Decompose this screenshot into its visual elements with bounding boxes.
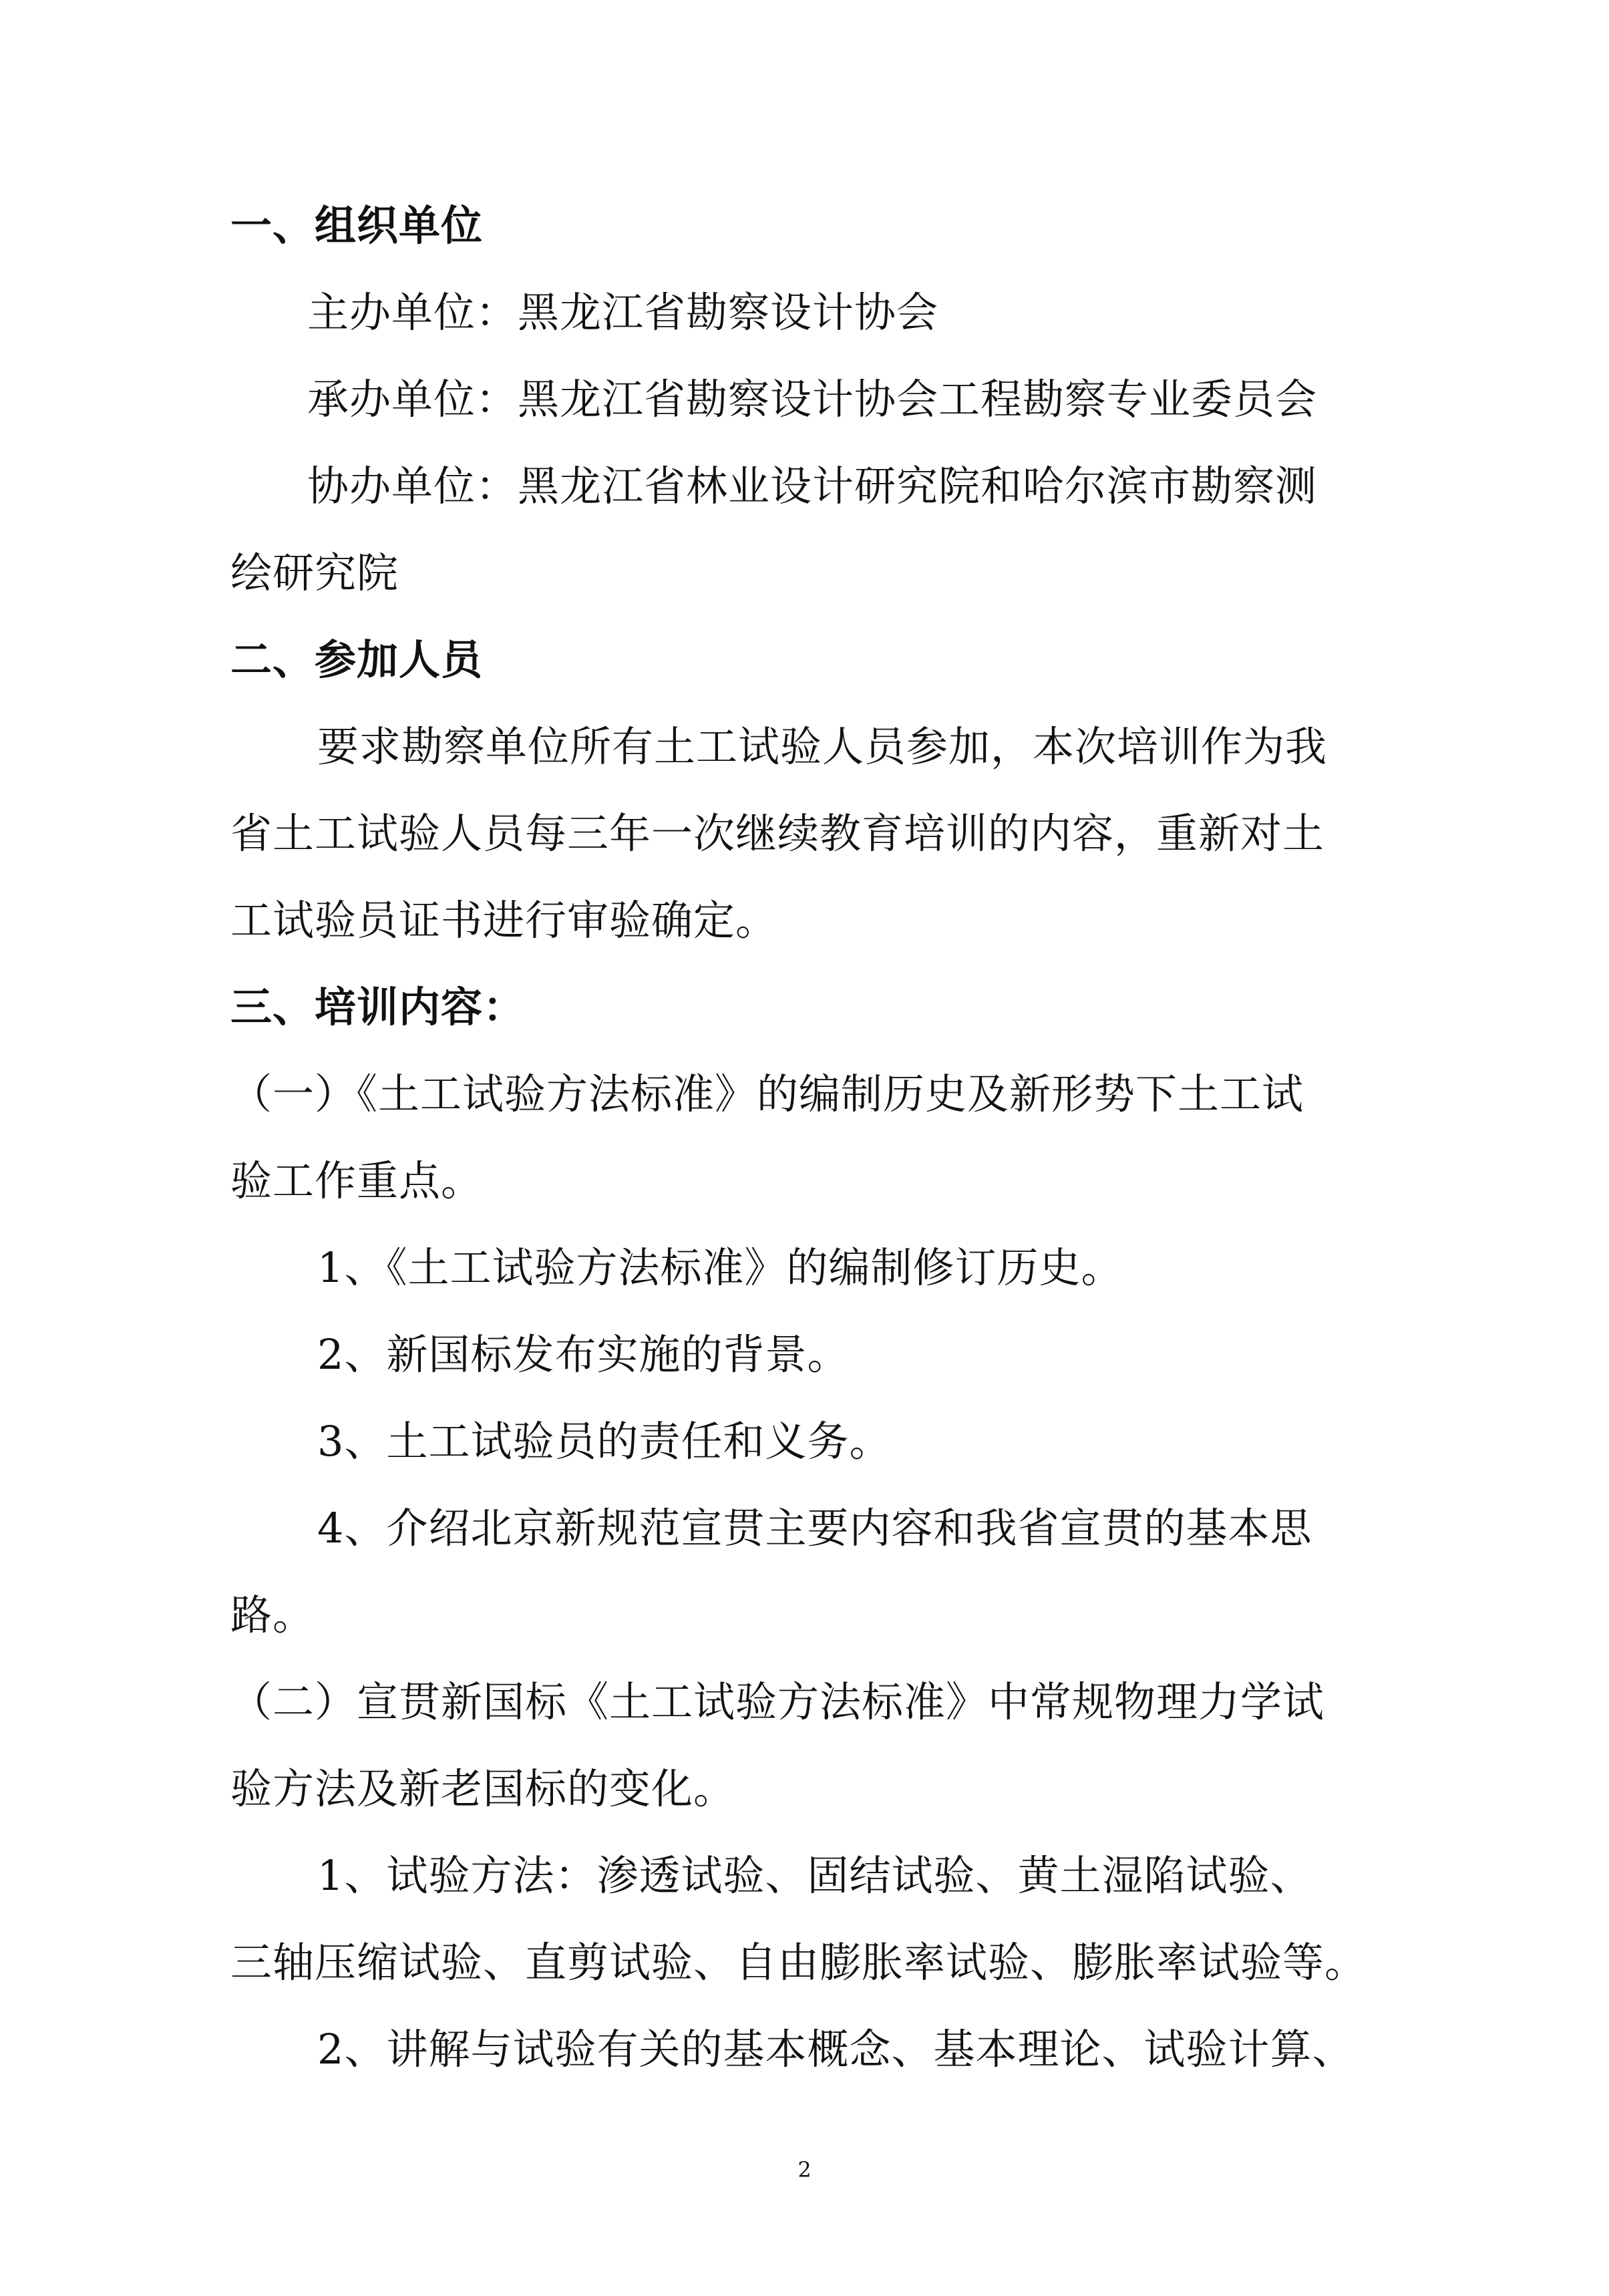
subsection-2-item-2-line-1: 2、讲解与试验有关的基本概念、基本理论、试验计算、 [317, 2025, 1355, 2074]
subsection-1-item-3: 3、土工试验员的责任和义务。 [317, 1417, 892, 1466]
participants-para-line-3: 工试验员证书进行审验确定。 [230, 896, 778, 945]
subsection-2-item-1-line-2: 三轴压缩试验、直剪试验、自由膨胀率试验、膨胀率试验等。 [230, 1938, 1367, 1987]
host-unit: 主办单位：黑龙江省勘察设计协会 [307, 288, 939, 337]
section-heading-participants: 二、参加人员 [230, 635, 484, 684]
participants-para-line-2: 省土工试验人员每三年一次继续教育培训的内容，重新对土 [230, 809, 1325, 858]
participants-para-line-1: 要求勘察单位所有土工试验人员参加，本次培训作为我 [317, 722, 1328, 771]
co-organizing-unit-line-1: 协办单位：黑龙江省林业设计研究院和哈尔滨市勘察测 [307, 462, 1318, 510]
section-heading-organizers: 一、组织单位 [230, 201, 484, 250]
subsection-2-item-1-line-1: 1、试验方法：渗透试验、固结试验、黄土湿陷试验、 [317, 1851, 1312, 1900]
subsection-1-item-2: 2、新国标发布实施的背景。 [317, 1330, 850, 1379]
co-organizing-unit-line-2: 绘研究院 [230, 548, 399, 597]
page-number: 2 [797, 2157, 812, 2182]
subsection-1-item-1: 1、《土工试验方法标准》的编制修订历史。 [317, 1243, 1123, 1292]
subsection-1-item-4-line-2: 路。 [230, 1591, 315, 1639]
section-heading-training-content: 三、培训内容： [230, 983, 526, 1031]
subsection-1-line-1: （一）《土工试验方法标准》的编制历史及新形势下土工试 [230, 1070, 1304, 1118]
subsection-1-item-4-line-1: 4、介绍北京新规范宣贯主要内容和我省宣贯的基本思 [317, 1504, 1312, 1552]
organizing-unit: 承办单位：黑龙江省勘察设计协会工程勘察专业委员会 [307, 375, 1318, 424]
subsection-1-line-2: 验工作重点。 [230, 1156, 484, 1205]
subsection-2-line-1: （二）宣贯新国标《土工试验方法标准》中常规物理力学试 [230, 1677, 1325, 1726]
subsection-2-line-2: 验方法及新老国标的变化。 [230, 1764, 736, 1813]
